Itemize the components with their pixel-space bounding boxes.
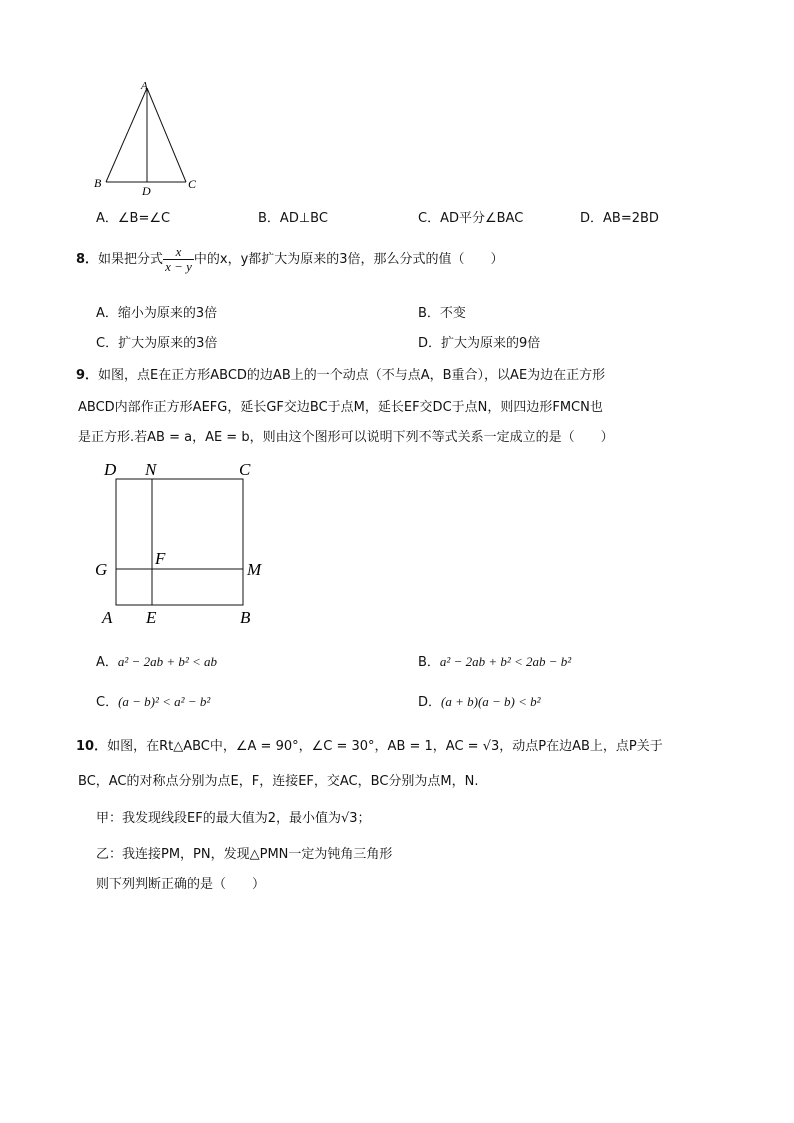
q9-option-c[interactable]: C．(a − b)² < a² − b² <box>96 694 211 710</box>
q9-stem-line3: 是正方形.若AB = a，AE = b，则由这个图形可以说明下列不等式关系一定成立的是（ ） <box>78 430 614 445</box>
label-C: C <box>188 177 197 191</box>
q7-option-c[interactable]: C．AD平分∠BAC <box>418 211 524 226</box>
q9-number: 9． <box>76 368 99 383</box>
q7-option-b[interactable]: B．AD⊥BC <box>258 211 328 226</box>
label-A: A <box>141 80 148 92</box>
label-A: A <box>102 608 113 627</box>
label-B: B <box>94 176 102 190</box>
q8-option-d[interactable]: D．扩大为原来的9倍 <box>418 336 541 351</box>
q9-option-d[interactable]: D．(a + b)(a − b) < b² <box>418 694 541 710</box>
q7-option-d[interactable]: D．AB=2BD <box>580 211 659 226</box>
label-E: E <box>146 608 157 627</box>
q9-option-a[interactable]: A．a² − 2ab + b² < ab <box>96 654 218 670</box>
q8-option-a[interactable]: A．缩小为原来的3倍 <box>96 306 218 321</box>
q9-stem-line1: 9．如图，点E在正方形ABCD的边AB上的一个动点（不与点A，B重合），以AE为边在正方形 <box>76 368 606 383</box>
label-N: N <box>145 460 157 479</box>
q9-option-b[interactable]: B．a² − 2ab + b² < 2ab − b² <box>418 654 572 670</box>
square-figure <box>90 455 280 635</box>
label-D: D <box>142 184 151 198</box>
label-C: C <box>239 460 251 479</box>
q7-option-a[interactable]: A．∠B=∠C <box>96 211 171 226</box>
triangle-figure <box>88 78 208 202</box>
q10-statement-jia: 甲：我发现线段EF的最大值为2，最小值为√3； <box>96 811 371 826</box>
label-B: B <box>240 608 251 627</box>
q10-prompt: 则下列判断正确的是（ ） <box>96 877 266 892</box>
q10-statement-yi: 乙：我连接PM，PN，发现△PMN一定为钝角三角形 <box>96 847 393 862</box>
label-D: D <box>104 460 117 479</box>
q8-option-c[interactable]: C．扩大为原来的3倍 <box>96 336 218 351</box>
q9-stem-line2: ABCD内部作正方形AEFG，延长GF交边BC于点M，延长EF交DC于点N，则四边形FMCN也 <box>78 400 603 415</box>
q10-stem-line1: 10．如图，在Rt△ABC中，∠A = 90°，∠C = 30°，AB = 1，AC = √3，动点P在边AB上，点P关于 <box>76 739 663 754</box>
q10-stem-line2: BC，AC的对称点分别为点E，F，连接EF，交AC，BC分别为点M，N. <box>78 774 479 789</box>
q8-number: 8． <box>76 252 99 267</box>
label-F: F <box>155 549 166 568</box>
q10-number: 10． <box>76 739 108 754</box>
fraction-x-over-x-minus-y: $\frac{x}{x - y}$ <box>165 244 192 274</box>
q8-option-b[interactable]: B．不变 <box>418 306 466 321</box>
label-M: M <box>247 560 262 579</box>
label-G: G <box>95 560 108 579</box>
q8-stem: 8．如果把分式 $\frac{x}{x - y}$ 中的x，y都扩大为原来的3倍，那么分式的值（ ） <box>76 244 504 274</box>
